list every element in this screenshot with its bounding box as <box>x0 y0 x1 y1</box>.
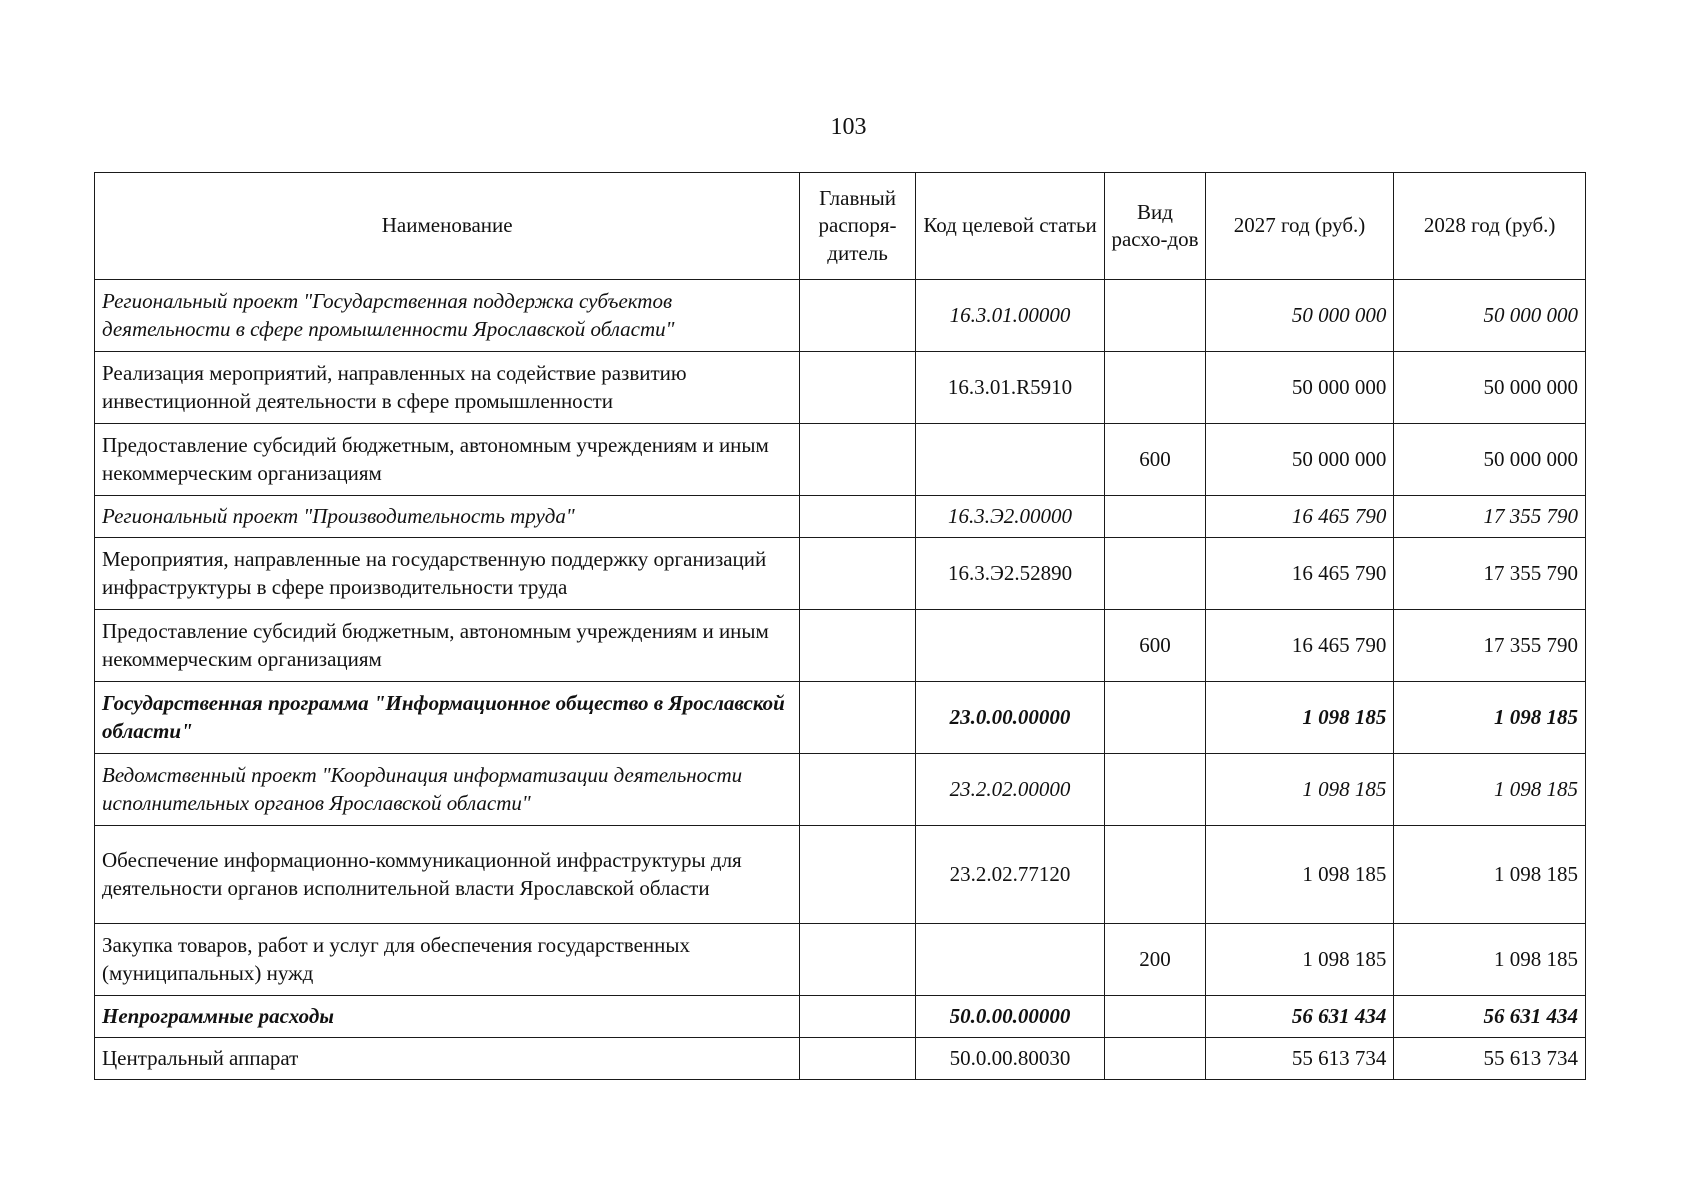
cell-amount-2027: 1 098 185 <box>1205 826 1394 924</box>
table-row <box>95 610 1586 682</box>
cell-amount-2027: 1 098 185 <box>1205 924 1394 996</box>
cell-name: Предоставление субсидий бюджетным, автономным учреждениям и иным некоммерческим организациям <box>95 424 800 496</box>
header-year-2027: 2027 год (руб.) <box>1205 173 1394 280</box>
cell-amount-2027: 50 000 000 <box>1205 280 1394 352</box>
table-body <box>95 280 1586 1080</box>
cell-expense-kind: 600 <box>1105 610 1205 682</box>
cell-amount-2027: 16 465 790 <box>1205 610 1394 682</box>
table-row <box>95 424 1586 496</box>
cell-amount-2028: 50 000 000 <box>1394 280 1586 352</box>
cell-name: Ведомственный проект "Координация информатизации деятельности исполнительных органов Ярославской области" <box>95 754 800 826</box>
cell-amount-2027: 1 098 185 <box>1205 754 1394 826</box>
table-row <box>95 924 1586 996</box>
table-row <box>95 496 1586 538</box>
cell-main-administrator <box>800 424 915 496</box>
header-main-administrator: Главный распоря-дитель <box>800 173 915 280</box>
cell-main-administrator <box>800 1038 915 1080</box>
cell-target-code: 50.0.00.80030 <box>915 1038 1105 1080</box>
cell-amount-2027: 16 465 790 <box>1205 496 1394 538</box>
cell-amount-2028: 1 098 185 <box>1394 826 1586 924</box>
cell-target-code: 50.0.00.00000 <box>915 996 1105 1038</box>
table-row <box>95 352 1586 424</box>
cell-amount-2027: 16 465 790 <box>1205 538 1394 610</box>
cell-target-code <box>915 424 1105 496</box>
cell-expense-kind <box>1105 496 1205 538</box>
cell-target-code: 23.2.02.77120 <box>915 826 1105 924</box>
cell-name: Центральный аппарат <box>95 1038 800 1080</box>
cell-main-administrator <box>800 996 915 1038</box>
cell-name: Мероприятия, направленные на государственную поддержку организаций инфраструктуры в сфере производительности труда <box>95 538 800 610</box>
cell-name: Обеспечение информационно-коммуникационной инфраструктуры для деятельности органов исполнительной власти Ярославской области <box>95 826 800 924</box>
header-name: Наименование <box>95 173 800 280</box>
cell-expense-kind <box>1105 352 1205 424</box>
cell-main-administrator <box>800 496 915 538</box>
cell-target-code: 16.3.01.R5910 <box>915 352 1105 424</box>
cell-amount-2028: 56 631 434 <box>1394 996 1586 1038</box>
page-number: 103 <box>830 114 867 140</box>
cell-amount-2027: 55 613 734 <box>1205 1038 1394 1080</box>
cell-name: Региональный проект "Государственная поддержка субъектов деятельности в сфере промышленности Ярославской области" <box>95 280 800 352</box>
cell-expense-kind <box>1105 538 1205 610</box>
budget-table <box>94 172 1586 1080</box>
cell-name: Предоставление субсидий бюджетным, автономным учреждениям и иным некоммерческим организациям <box>95 610 800 682</box>
cell-main-administrator <box>800 538 915 610</box>
cell-main-administrator <box>800 826 915 924</box>
cell-amount-2028: 17 355 790 <box>1394 610 1586 682</box>
cell-amount-2028: 1 098 185 <box>1394 682 1586 754</box>
cell-expense-kind <box>1105 754 1205 826</box>
table-row <box>95 996 1586 1038</box>
cell-target-code: 16.3.Э2.00000 <box>915 496 1105 538</box>
cell-expense-kind <box>1105 826 1205 924</box>
cell-expense-kind <box>1105 1038 1205 1080</box>
table-row <box>95 754 1586 826</box>
cell-expense-kind <box>1105 996 1205 1038</box>
cell-main-administrator <box>800 610 915 682</box>
cell-target-code: 23.0.00.00000 <box>915 682 1105 754</box>
cell-expense-kind <box>1105 682 1205 754</box>
cell-expense-kind: 600 <box>1105 424 1205 496</box>
cell-expense-kind: 200 <box>1105 924 1205 996</box>
cell-amount-2027: 50 000 000 <box>1205 424 1394 496</box>
cell-target-code <box>915 610 1105 682</box>
table-header-row <box>95 173 1586 280</box>
cell-target-code: 16.3.01.00000 <box>915 280 1105 352</box>
cell-main-administrator <box>800 924 915 996</box>
cell-amount-2028: 1 098 185 <box>1394 924 1586 996</box>
cell-main-administrator <box>800 280 915 352</box>
cell-amount-2027: 1 098 185 <box>1205 682 1394 754</box>
cell-main-administrator <box>800 352 915 424</box>
table-row <box>95 280 1586 352</box>
cell-name: Государственная программа "Информационное общество в Ярославской области" <box>95 682 800 754</box>
cell-name: Региональный проект "Производительность труда" <box>95 496 800 538</box>
cell-amount-2028: 50 000 000 <box>1394 424 1586 496</box>
cell-amount-2028: 50 000 000 <box>1394 352 1586 424</box>
cell-name: Непрограммные расходы <box>95 996 800 1038</box>
header-year-2028: 2028 год (руб.) <box>1394 173 1586 280</box>
table-row <box>95 1038 1586 1080</box>
cell-amount-2028: 17 355 790 <box>1394 538 1586 610</box>
cell-amount-2027: 56 631 434 <box>1205 996 1394 1038</box>
cell-main-administrator <box>800 682 915 754</box>
cell-target-code: 23.2.02.00000 <box>915 754 1105 826</box>
cell-target-code: 16.3.Э2.52890 <box>915 538 1105 610</box>
cell-amount-2027: 50 000 000 <box>1205 352 1394 424</box>
header-target-code: Код целевой статьи <box>915 173 1105 280</box>
cell-name: Закупка товаров, работ и услуг для обеспечения государственных (муниципальных) нужд <box>95 924 800 996</box>
cell-expense-kind <box>1105 280 1205 352</box>
cell-amount-2028: 17 355 790 <box>1394 496 1586 538</box>
header-expense-kind: Вид расхо-дов <box>1105 173 1205 280</box>
table-row <box>95 682 1586 754</box>
table-row <box>95 538 1586 610</box>
cell-target-code <box>915 924 1105 996</box>
table-row <box>95 826 1586 924</box>
cell-main-administrator <box>800 754 915 826</box>
cell-name: Реализация мероприятий, направленных на содействие развитию инвестиционной деятельности в сфере промышленности <box>95 352 800 424</box>
cell-amount-2028: 1 098 185 <box>1394 754 1586 826</box>
cell-amount-2028: 55 613 734 <box>1394 1038 1586 1080</box>
